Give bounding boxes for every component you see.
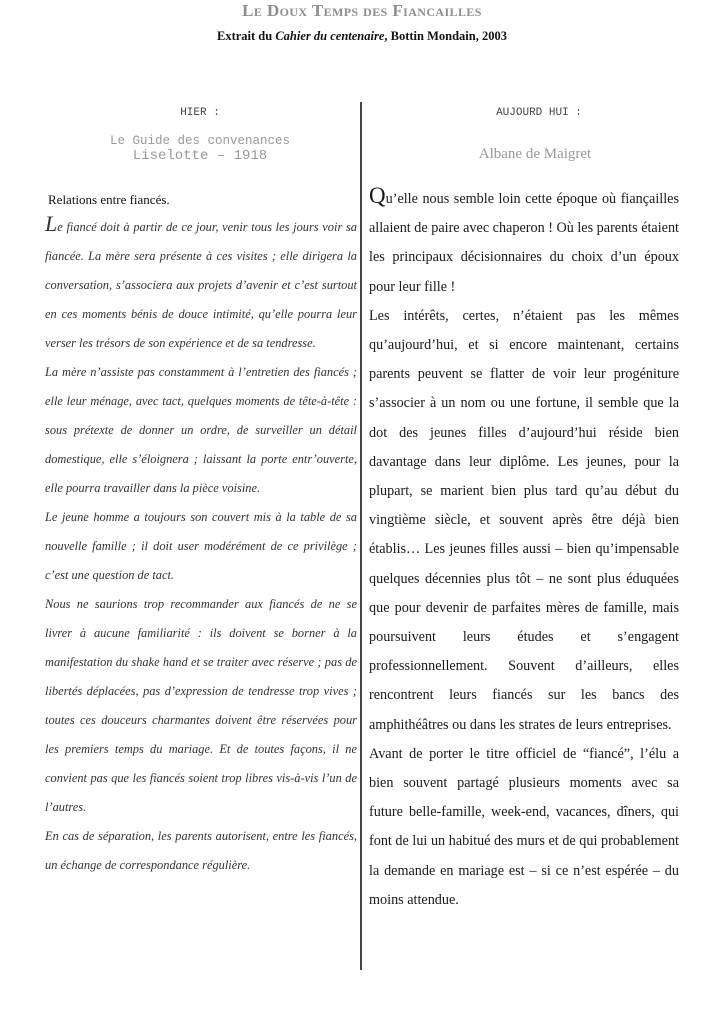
left-drop-cap: L [45, 211, 58, 236]
right-paragraph-1 [369, 185, 679, 302]
subtitle-suffix: , Bottin Mondain, 2003 [384, 29, 507, 43]
right-drop-cap: Q [369, 183, 386, 208]
right-author: Albane de Maigret [478, 146, 592, 162]
subtitle-prefix: Extrait du [217, 29, 276, 43]
left-paragraph-1-text: e fiancé doit à partir de ce jour, venir tous les jours voir sa fiancée. La mère sera présente à ces visites ; elle dirigera la conversation, s’associera aux projets d’avenir et c’est surtout en ces moments bénis de douce intimité, qu’elle pourra leur verser les trésors de son expérience et de sa tendresse. [45, 220, 357, 350]
section-title: Relations entre fiancés. [48, 192, 170, 207]
column-divider [360, 102, 362, 970]
left-paragraph-5: En cas de séparation, les parents autorisent, entre les fiancés, un échange de correspondance régulière. [45, 829, 357, 872]
right-paragraph-3: Avant de porter le titre officiel de “fiancé”, l’élu a bien souvent partagé plusieurs moments avec sa future belle-famille, week-end, vacances, dîners, qui font de lui un habitué des murs et de qui probablement la demande en mariage est – si ce n’est espérée – du moins attendue. [369, 745, 679, 908]
right-paragraph-1-text: u’elle nous semble loin cette époque où fiançailles allaient de paire avec chaperon ! Où les parents étaient les principaux décisionnaires du choix d’un époux pour leur fille ! [369, 191, 679, 295]
subtitle-work: Cahier du centenaire [275, 29, 385, 43]
left-paragraph-4: Nous ne saurions trop recommander aux fiancés de ne se livrer à aucune familiarité : ils doivent se borner à la manifestation du shake hand et se traiter avec réserve ; pas de libertés déplacées, pas d’expression de tendresse trop vives ; toutes ces douceurs charmantes doivent être réservées pour les premiers temps du mariage. Et de toutes façons, il ne convient pas que les fiancés soient trop libres vis-à-vis l’un de l’autres. [45, 597, 357, 814]
left-paragraph-2: La mère n’assiste pas constamment à l’entretien des fiancés ; elle leur ménage, avec tact, quelques moments de tête-à-tête : sous prétexte de donner un ordre, de surveiller un détail domestique, elle s’éloignera ; laissant la porte entr’ouverte, elle pourra travailler dans la pièce voisine. [45, 365, 357, 495]
right-paragraph-2: Les intérêts, certes, n’étaient pas les mêmes qu’aujourd’hui, et si encore maintenant, certains parents peuvent se flatter de voir leur progéniture s’associer à un nom ou une fortune, il semble que la dot des jeunes filles d’aujourd’hui réside bien davantage dans leur diplôme. Les jeunes, pour la plupart, se marient bien plus tard qu’au début du vingtième siècle, et souvent après être déjà bien établis… Les jeunes filles aussi – bien qu’impensable quelques décennies plus tôt – ne sont plus éduquées que pour devenir de parfaites mères de famille, mais poursuivent leurs études et s’engagent professionnellement. Souvent d’ailleurs, elles rencontrent leurs fiancés sur les bancs des amphithéâtres ou dans les strates de leurs entreprises. [369, 307, 679, 733]
left-column-heading: HIER : [180, 107, 220, 119]
left-author: Liselotte – 1918 [132, 148, 268, 164]
right-column-heading: AUJOURD HUI : [496, 107, 582, 119]
document-subtitle [0, 29, 724, 44]
document-title: Le Doux Temps des Fiancailles [242, 1, 482, 20]
left-paragraph-3: Le jeune homme a toujours son couvert mis à la table de sa nouvelle famille ; il doit user modérément de ce privilège ; c’est une question de tact. [45, 510, 357, 582]
left-paragraph-1 [45, 213, 357, 358]
left-column [45, 190, 357, 880]
left-book-title: Le Guide des convenances [109, 134, 291, 148]
right-column [369, 185, 679, 915]
